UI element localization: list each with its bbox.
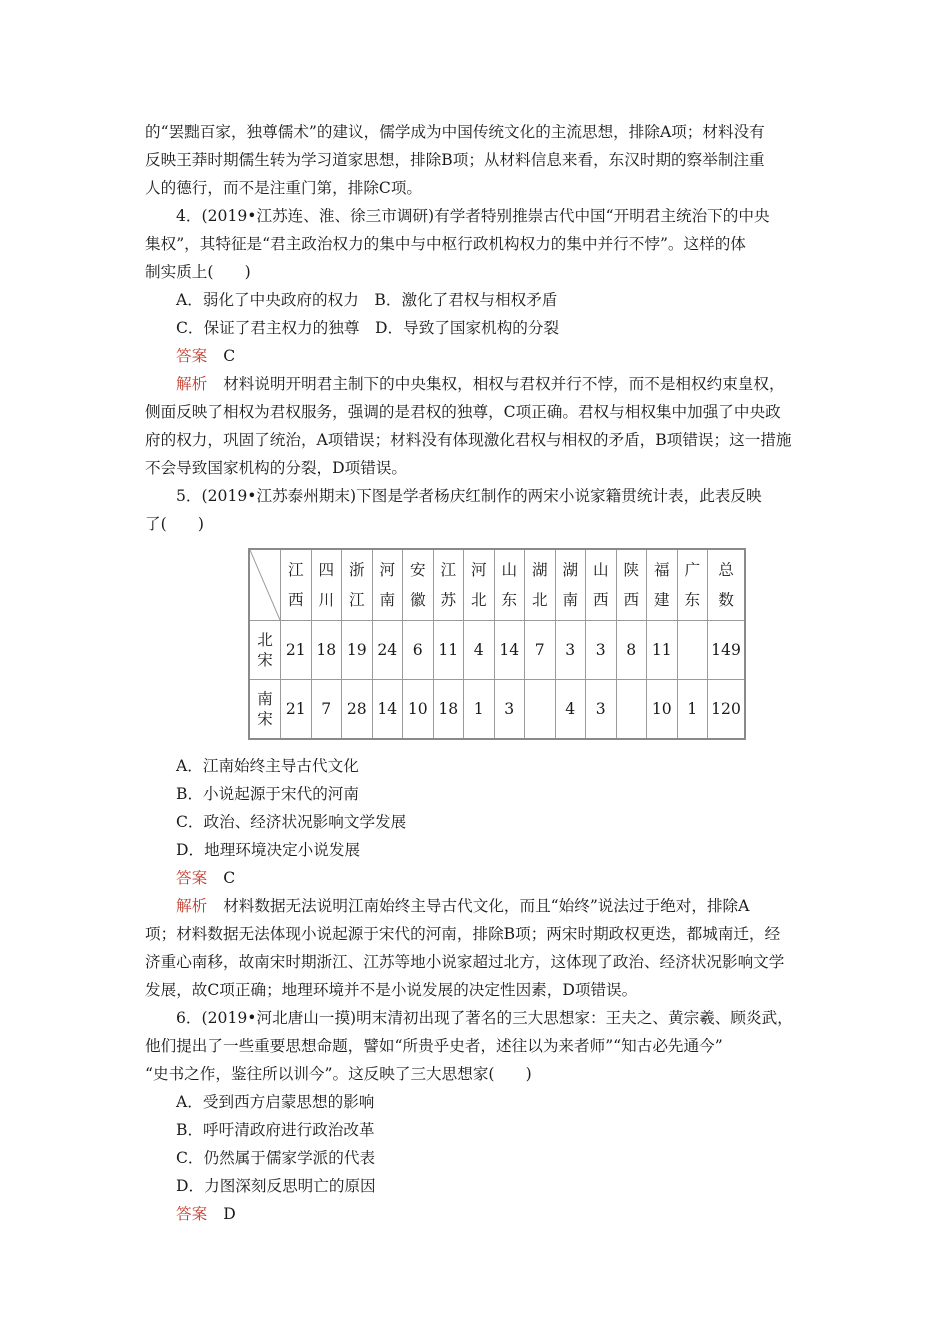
table-header-cell: 山 西 [586,549,617,621]
q4-stem-line: 制实质上( ) [145,263,251,281]
q6-stem-line: 6．(2019•河北唐山一摸)明末清初出现了著名的三大思想家：王夫之、黄宗羲、顾炎武， [176,1009,793,1027]
q4-stem-line: 4．(2019•江苏连、淮、徐三市调研)有学者特别推崇古代中国“开明君主统治下的中央 [176,207,770,225]
q5-answer [145,864,825,892]
table-cell: 11 [647,621,678,680]
table-cell: 18 [311,621,342,680]
novelist-statistics-table [248,548,746,740]
table-cell: 7 [311,680,342,740]
analysis-label: 解析 [176,897,208,915]
table-row [249,621,745,680]
analysis-label: 解析 [176,375,208,393]
q6-answer [145,1200,825,1228]
table-cell: 8 [616,621,647,680]
table-header-cell: 江 西 [281,549,312,621]
table-cell: 24 [372,621,403,680]
answer-value: C [223,347,236,365]
q5-option: A．江南始终主导古代文化 [176,757,359,775]
intro-line: 反映王莽时期儒生转为学习道家思想，排除B项；从材料信息来看，东汉时期的察举制注重 [145,151,765,169]
table-cell: 14 [494,621,525,680]
table-cell: 21 [281,621,312,680]
row-label: 北 宋 [249,621,281,680]
table-header-cell: 湖 北 [525,549,556,621]
analysis-text: 材料说明开明君主制下的中央集权，相权与君权并行不悖，而不是相权约束皇权， [223,375,785,393]
table-row [249,680,745,740]
q4-stem-line: 集权”，其特征是“君主政治权力的集中与中枢行政机构权力的集中并行不悖”。这样的体 [145,235,746,253]
table-cell: 11 [433,621,464,680]
q5-option: B．小说起源于宋代的河南 [176,785,359,803]
table-cell: 7 [525,621,556,680]
table-cell: 10 [403,680,434,740]
table-header-cell: 河 南 [372,549,403,621]
table-cell: 3 [555,621,586,680]
table-cell: 19 [342,621,373,680]
intro-line: 的“罢黜百家，独尊儒术”的建议，儒学成为中国传统文化的主流思想，排除A项；材料没有 [145,123,765,141]
table-header-cell: 陕 西 [616,549,647,621]
table-cell: 6 [403,621,434,680]
table-cell: 1 [677,680,708,740]
q4-option: C．保证了君主权力的独尊 D．导致了国家机构的分裂 [176,319,560,337]
diagonal-line-icon [250,550,280,620]
intro-line: 人的德行，而不是注重门第，排除C项。 [145,179,423,197]
table-header-cell: 四 川 [311,549,342,621]
q5-stem-line: 5．(2019•江苏泰州期末)下图是学者杨庆红制作的两宋小说家籍贯统计表，此表反映 [176,487,762,505]
row-label: 南 宋 [249,680,281,740]
q5-analysis-line: 济重心南移，故南宋时期浙江、江苏等地小说家超过北方，这体现了政治、经济状况影响文学 [145,953,785,971]
q6-stem-line: “史书之作，鉴往所以训今”。这反映了三大思想家( ) [145,1065,532,1083]
table-corner-cell [249,549,281,621]
table-cell: 1 [464,680,495,740]
table-header-cell: 江 苏 [433,549,464,621]
q4-option: A．弱化了中央政府的权力 B．激化了君权与相权矛盾 [176,291,558,309]
answer-label: 答案 [176,869,208,887]
table-header-cell: 山 东 [494,549,525,621]
table-header-cell: 浙 江 [342,549,373,621]
q6-option: B．呼吁清政府进行政治改革 [176,1121,375,1139]
table-cell [525,680,556,740]
table-header-cell: 福 建 [647,549,678,621]
table-cell: 28 [342,680,373,740]
q5-option: C．政治、经济状况影响文学发展 [176,813,407,831]
q6-option: C．仍然属于儒家学派的代表 [176,1149,376,1167]
answer-label: 答案 [176,1205,208,1223]
answer-label: 答案 [176,347,208,365]
table-cell: 120 [708,680,746,740]
table-cell [677,621,708,680]
table-header-cell: 总 数 [708,549,746,621]
q6-option: A．受到西方启蒙思想的影响 [176,1093,375,1111]
q4-analysis-line [145,370,825,398]
q5-option: D．地理环境决定小说发展 [176,841,361,859]
q4-analysis-line: 侧面反映了相权为君权服务，强调的是君权的独尊，C项正确。君权与相权集中加强了中央政 [145,403,781,421]
table-header-cell: 河 北 [464,549,495,621]
table-cell: 18 [433,680,464,740]
table-cell: 3 [586,621,617,680]
table-header-cell: 广 东 [677,549,708,621]
q4-analysis-line: 不会导致国家机构的分裂，D项错误。 [145,459,408,477]
document-page [145,118,825,1228]
q4-analysis-line: 府的权力，巩固了统治，A项错误；材料没有体现激化君权与相权的矛盾，B项错误；这一措施 [145,431,792,449]
q6-option: D．力图深刻反思明亡的原因 [176,1177,376,1195]
analysis-text: 材料数据无法说明江南始终主导古代文化，而且“始终”说法过于绝对，排除A [223,897,750,915]
q5-analysis-line [145,892,825,920]
q5-analysis-line: 发展，故C项正确；地理环境并不是小说发展的决定性因素，D项错误。 [145,981,638,999]
table-cell: 4 [555,680,586,740]
answer-value: D [223,1205,236,1223]
table-header-row [249,549,745,621]
table-cell: 4 [464,621,495,680]
table-header-cell: 安 徽 [403,549,434,621]
table-cell: 149 [708,621,746,680]
table-cell: 21 [281,680,312,740]
table-header-cell: 湖 南 [555,549,586,621]
table-cell: 3 [494,680,525,740]
q5-stem-line: 了( ) [145,515,204,533]
q5-analysis-line: 项；材料数据无法体现小说起源于宋代的河南，排除B项；两宋时期政权更迭，都城南迁，经 [145,925,781,943]
table-cell: 14 [372,680,403,740]
table-cell: 10 [647,680,678,740]
answer-value: C [223,869,236,887]
q4-answer [145,342,825,370]
table-cell: 3 [586,680,617,740]
q6-stem-line: 他们提出了一些重要思想命题，譬如“所贵乎史者，述往以为来者师”“知古必先通今” [145,1037,723,1055]
table-cell [616,680,647,740]
